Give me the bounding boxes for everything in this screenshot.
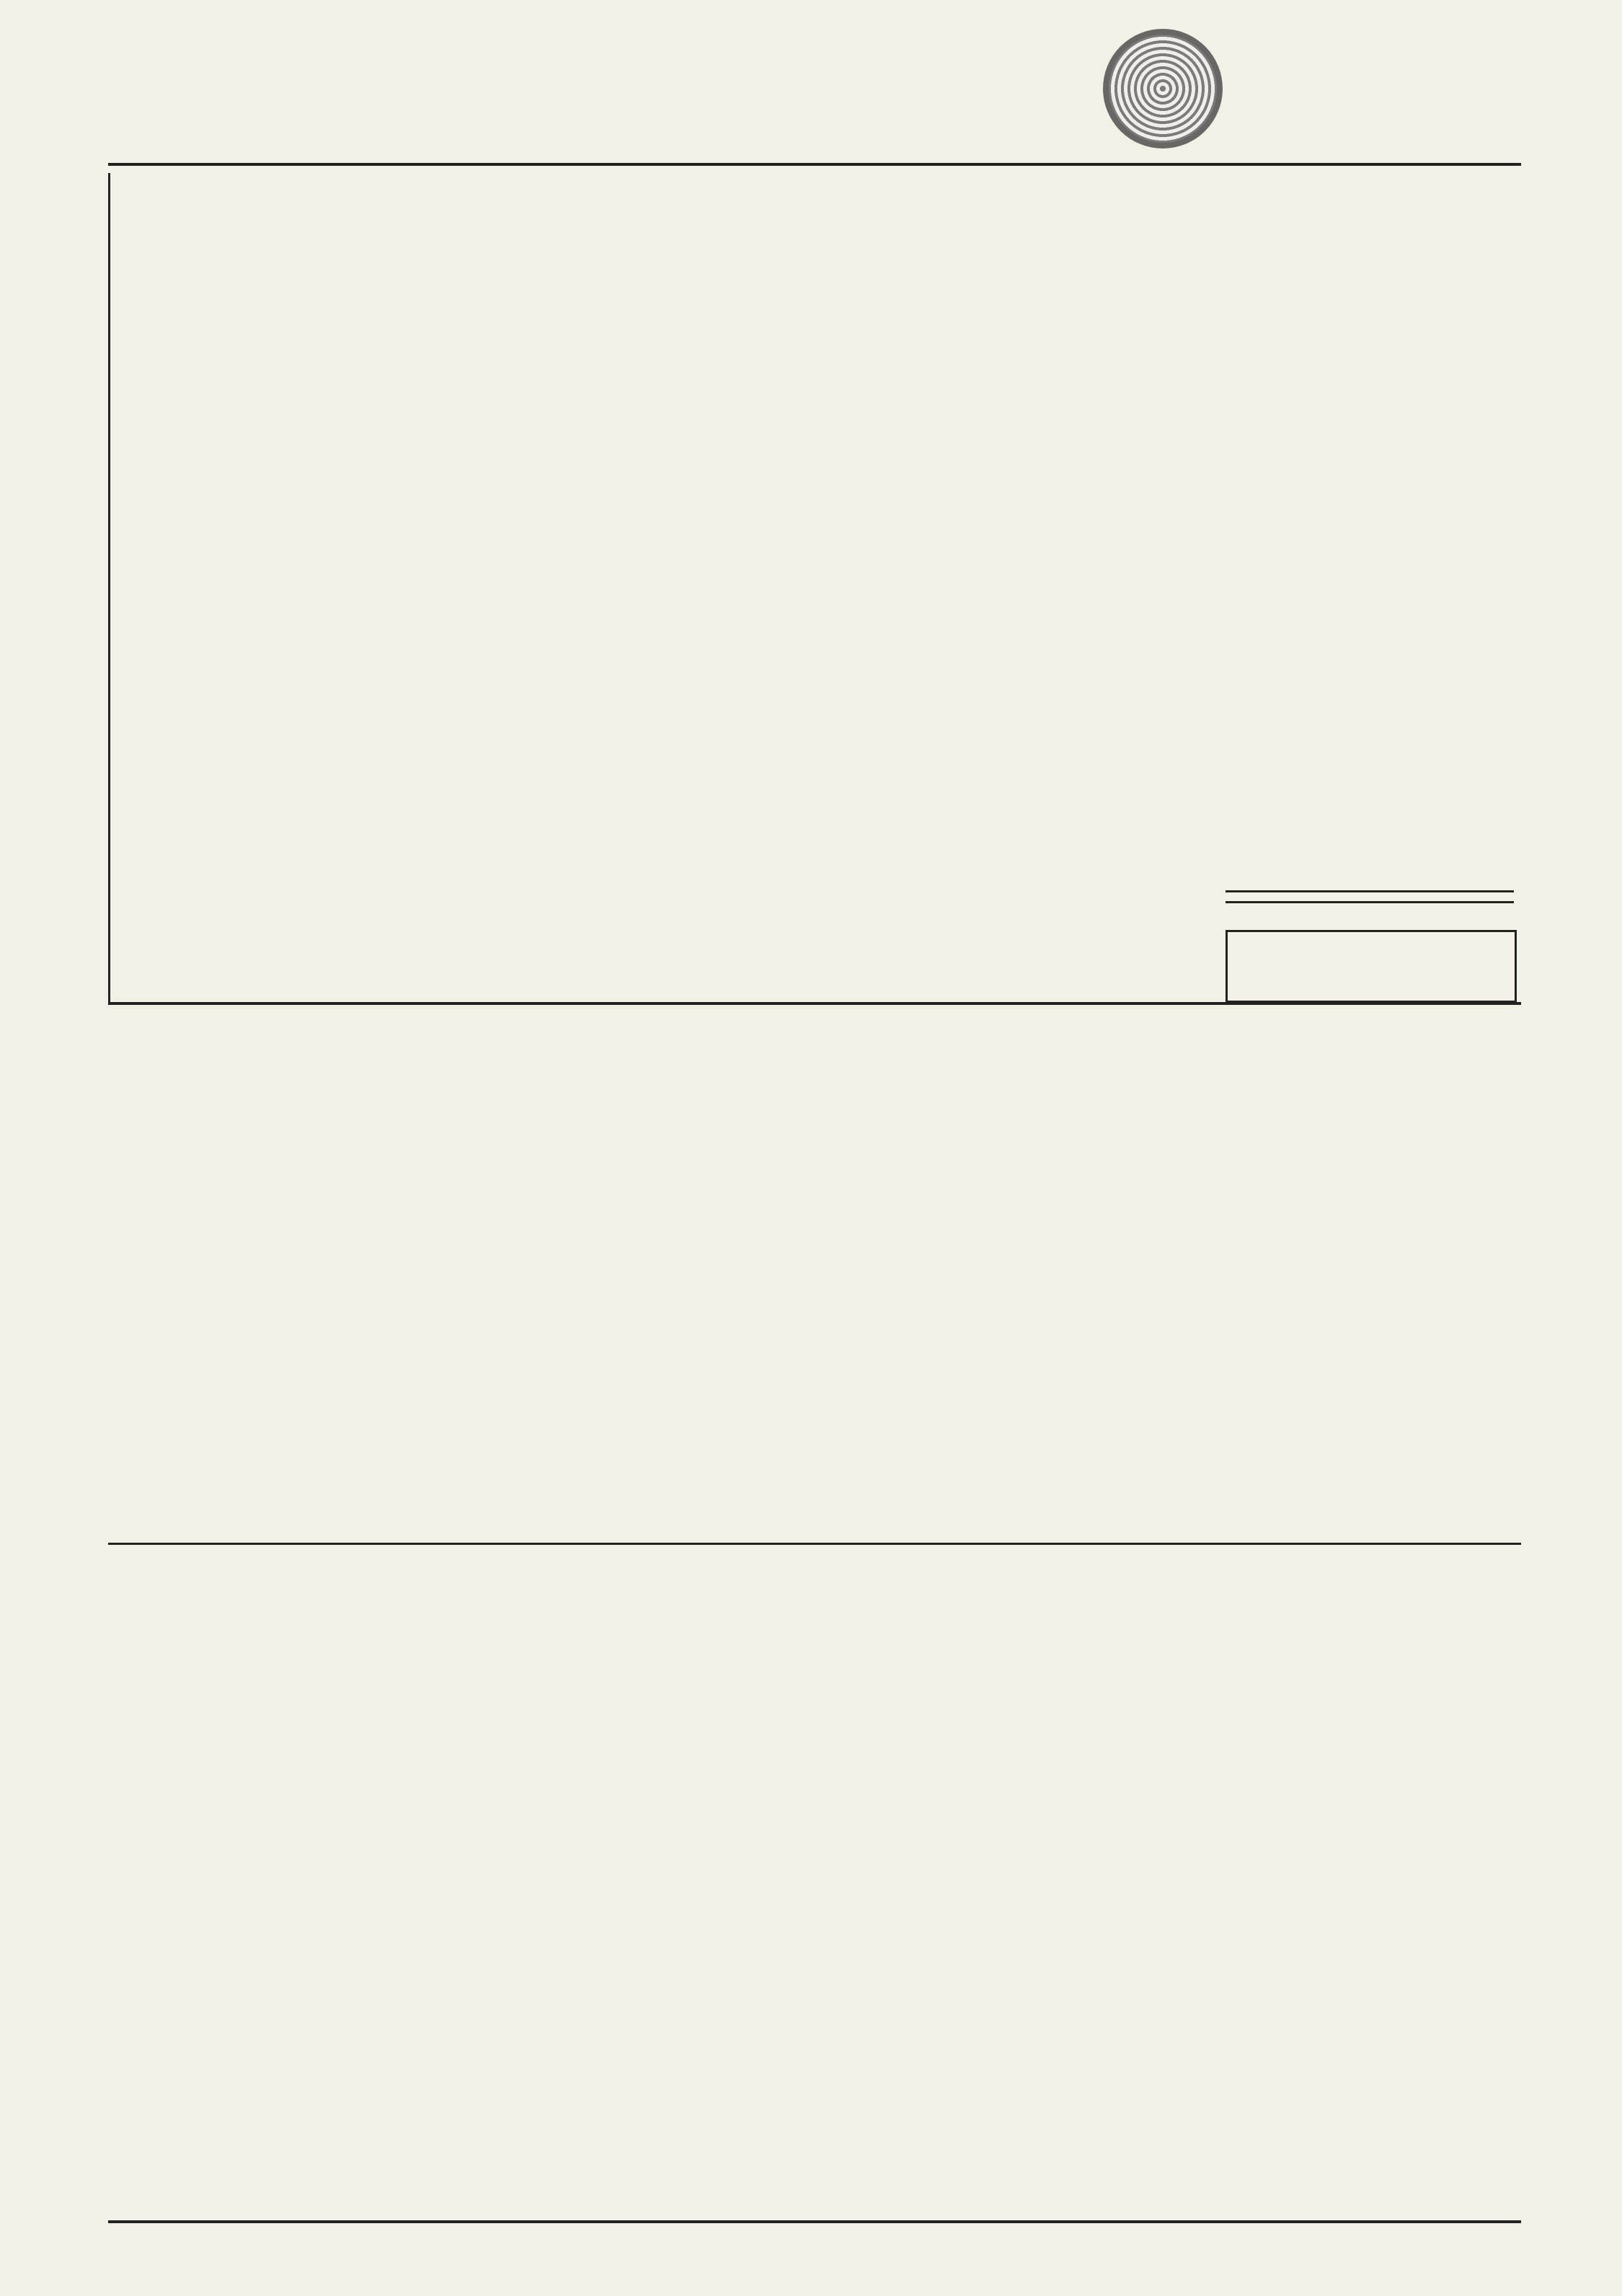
- price-table: [1226, 930, 1517, 1003]
- bottom-rule: [108, 2220, 1521, 2223]
- masthead-block: [1226, 180, 1514, 998]
- middle-rule: [108, 1002, 1521, 1005]
- postal-seal-stamp: [1103, 29, 1223, 149]
- price-line: [1226, 890, 1514, 903]
- header-rule: [108, 163, 1521, 166]
- header-bar: [108, 121, 1514, 163]
- lower-rule: [108, 1543, 1521, 1545]
- left-border: [108, 173, 110, 1002]
